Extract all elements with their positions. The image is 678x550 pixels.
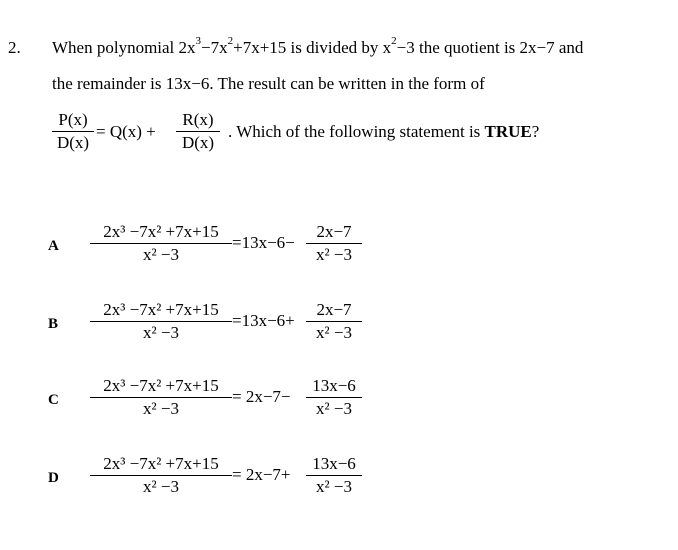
option-lhs-den: x² −3: [143, 399, 179, 418]
option-lhs-num: 2x³ −7x² +7x+15: [103, 222, 219, 241]
option-rhs-fraction: [306, 376, 362, 419]
question-line-2: the remainder is 13x−6. The result can be written in the form of: [52, 74, 485, 93]
option-b[interactable]: [0, 300, 678, 352]
option-letter: D: [48, 470, 59, 486]
option-rhs-text: =13x−6+: [232, 311, 295, 330]
option-rhs-fraction: [306, 300, 362, 343]
option-lhs-fraction: [90, 376, 232, 419]
option-lhs-fraction: [90, 454, 232, 497]
option-rhs-text: = 2x−7+: [232, 465, 291, 484]
option-c[interactable]: [0, 376, 678, 428]
question-number: 2.: [8, 38, 21, 57]
line1-poly-rest: −7x: [201, 38, 228, 57]
line1-mid: +7x+15 is divided by x: [233, 38, 392, 57]
form-fraction-p-over-d: [52, 110, 94, 153]
option-a[interactable]: [0, 222, 678, 274]
option-rhs-text: = 2x−7−: [232, 387, 291, 406]
line1-div-rest: −3 the quotient is 2x−7 and: [396, 38, 584, 57]
option-rhs-den: x² −3: [316, 323, 352, 342]
prompt-bold: TRUE: [484, 122, 532, 141]
prompt-pre: . Which of the following statement is: [228, 122, 485, 141]
option-letter: B: [48, 316, 59, 332]
general-form-line: [52, 110, 652, 160]
question-line-1: When polynomial $2x^3-7x^2+7x+15$ is divided by $x^2-3$ the quotient is 2x−7 and: [52, 35, 584, 57]
option-rhs-num: 13x−6: [312, 454, 356, 473]
option-lhs-num: 2x³ −7x² +7x+15: [103, 454, 219, 473]
form-fraction-r-over-d: [176, 110, 220, 153]
form-num1: P(x): [58, 110, 88, 129]
option-lhs-den: x² −3: [143, 477, 179, 496]
option-lhs-den: x² −3: [143, 323, 179, 342]
prompt-post: ?: [531, 122, 540, 141]
line1-pre: When polynomial 2x: [52, 38, 196, 57]
form-den2: D(x): [181, 133, 215, 152]
option-rhs-fraction: [306, 222, 362, 265]
form-den1: D(x): [56, 133, 90, 152]
option-lhs-fraction: [90, 300, 232, 343]
form-num2: R(x): [182, 110, 214, 129]
option-rhs-num: 13x−6: [312, 376, 356, 395]
option-d[interactable]: [0, 454, 678, 506]
option-lhs-num: 2x³ −7x² +7x+15: [103, 300, 219, 319]
option-rhs-den: x² −3: [316, 399, 352, 418]
option-rhs-den: x² −3: [316, 245, 352, 264]
option-lhs-num: 2x³ −7x² +7x+15: [103, 376, 219, 395]
question-prompt: [228, 122, 539, 142]
option-lhs-fraction: [90, 222, 232, 265]
option-rhs-text: =13x−6−: [232, 233, 295, 252]
option-rhs-fraction: [306, 454, 362, 497]
option-rhs-num: 2x−7: [316, 300, 352, 319]
option-rhs-den: x² −3: [316, 477, 352, 496]
option-rhs-num: 2x−7: [316, 222, 352, 241]
option-lhs-den: x² −3: [143, 245, 179, 264]
form-mid: = Q(x) +: [96, 122, 156, 141]
option-letter: C: [48, 392, 59, 408]
option-letter: A: [48, 238, 59, 254]
